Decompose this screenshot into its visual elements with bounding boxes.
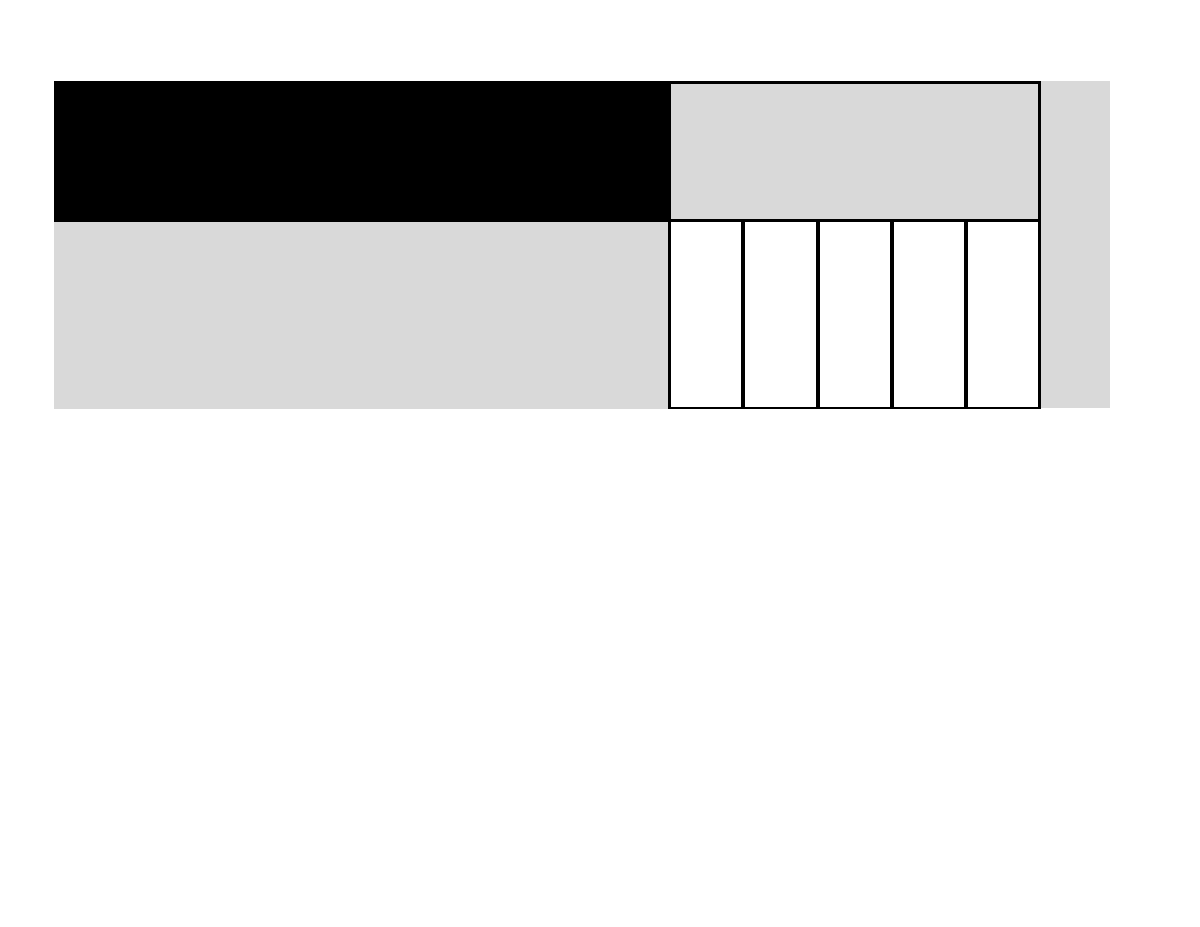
instructions-box <box>668 81 1041 222</box>
column-header-your-name[interactable] <box>668 222 743 409</box>
title-block <box>54 81 668 222</box>
column-header-member-3[interactable] <box>892 222 966 409</box>
column-header-member-2[interactable] <box>818 222 892 409</box>
evaluation-instructions <box>54 222 668 409</box>
important-note <box>1041 81 1110 408</box>
column-header-member-1[interactable] <box>743 222 818 409</box>
column-header-member-4[interactable] <box>966 222 1041 409</box>
